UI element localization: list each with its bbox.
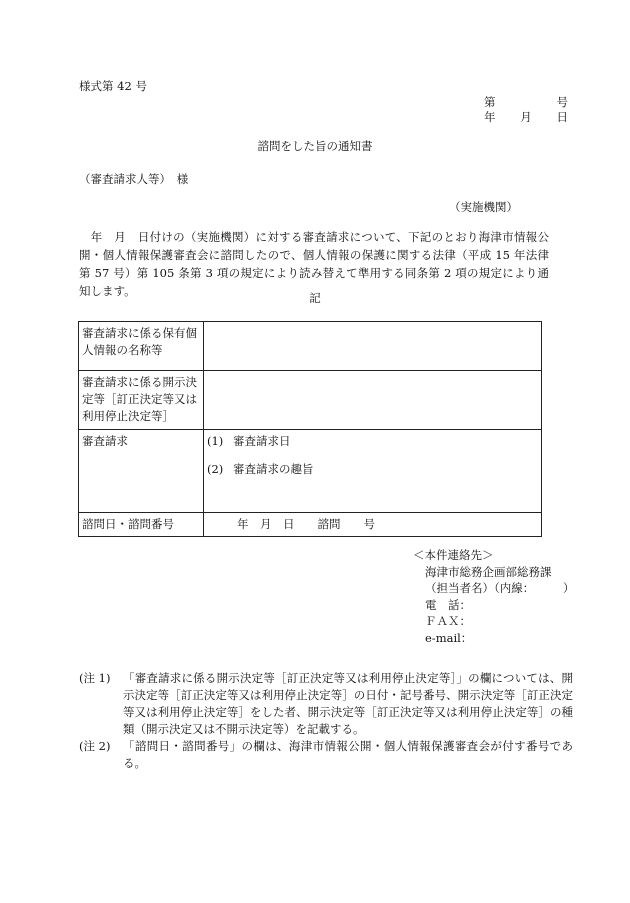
consultation-date-number: 年 月 日 諮問 号	[237, 517, 375, 531]
table-row	[79, 322, 542, 371]
date-year: 年	[484, 110, 496, 124]
request-item-text: 審査請求の趣旨	[233, 462, 314, 476]
date-day: 日	[556, 110, 568, 124]
table-value-disclosure-decision	[204, 371, 542, 430]
request-item-number: (1)	[207, 434, 224, 448]
contact-block	[413, 547, 575, 646]
info-table	[78, 321, 542, 537]
contact-phone: 電 話：	[425, 597, 471, 612]
contact-department: 海津市総務企画部総務課	[425, 564, 552, 579]
document-number-prefix: 第	[484, 95, 496, 109]
contact-fax: ＦＡＸ：	[425, 614, 471, 628]
addressee: （審査請求人等） 様	[79, 172, 189, 186]
notice-body: 年 月 日付けの（実施機関）に対する審査請求について、下記のとおり海津市情報公開・個人情報保護審査会に諮問したので、個人情報の保護に関する法律（平成 15 年法律第 57 号）第 105 条第 3 項の規定により読み替えて準用する同条第 2 項の規定により通知します。	[79, 230, 549, 298]
note-text: 「審査請求に係る開示決定等［訂正決定等又は利用停止決定等］」の欄については、開示決定等［訂正決定等又は利用停止決定等］の日付・記号番号、開示決定等［訂正決定等又は利用停止決定等］をした者、開示決定等［訂正決定等又は利用停止決定等］の種類（開示決定又は不開示決定等）を記載する。	[123, 671, 573, 736]
table-label-consultation: 諮問日・諮問番号	[79, 513, 204, 537]
request-item-number: (2)	[207, 462, 224, 476]
table-row	[79, 430, 542, 513]
table-value-request	[204, 430, 542, 513]
table-row	[79, 371, 542, 430]
table-value-info-name	[204, 322, 542, 371]
note-item	[79, 670, 573, 738]
contact-heading: ＜本件連絡先＞	[413, 548, 494, 562]
date-month: 月	[520, 110, 532, 124]
request-item	[207, 433, 538, 450]
note-label: (注 2)	[79, 739, 111, 753]
document-number-suffix: 号	[556, 95, 568, 109]
table-row	[79, 513, 542, 537]
note-text: 「諮問日・諮問番号」の欄は、海津市情報公開・個人情報保護審査会が付す番号である。	[123, 739, 573, 770]
table-label-disclosure-decision: 審査請求に係る開示決定等［訂正決定等又は利用停止決定等］	[79, 371, 204, 430]
notes	[79, 670, 573, 772]
ki-heading: 記	[309, 291, 321, 305]
note-label: (注 1)	[79, 671, 111, 685]
document-date-line	[484, 111, 568, 125]
form-number: 様式第 42 号	[79, 79, 147, 93]
implementing-agency: （実施機関）	[449, 200, 518, 214]
contact-email: e-mail：	[425, 630, 473, 645]
document-number-line	[484, 96, 568, 110]
contact-person: （担当者名）（内線： ）	[425, 581, 575, 595]
request-item-text: 審査請求日	[233, 434, 291, 448]
table-label-info-name: 審査請求に係る保有個人情報の名称等	[79, 322, 204, 371]
request-item	[207, 461, 538, 478]
document-title: 諮問をした旨の通知書	[257, 139, 373, 153]
table-value-consultation	[204, 513, 542, 537]
table-label-request: 審査請求	[79, 430, 204, 513]
note-item	[79, 738, 573, 772]
